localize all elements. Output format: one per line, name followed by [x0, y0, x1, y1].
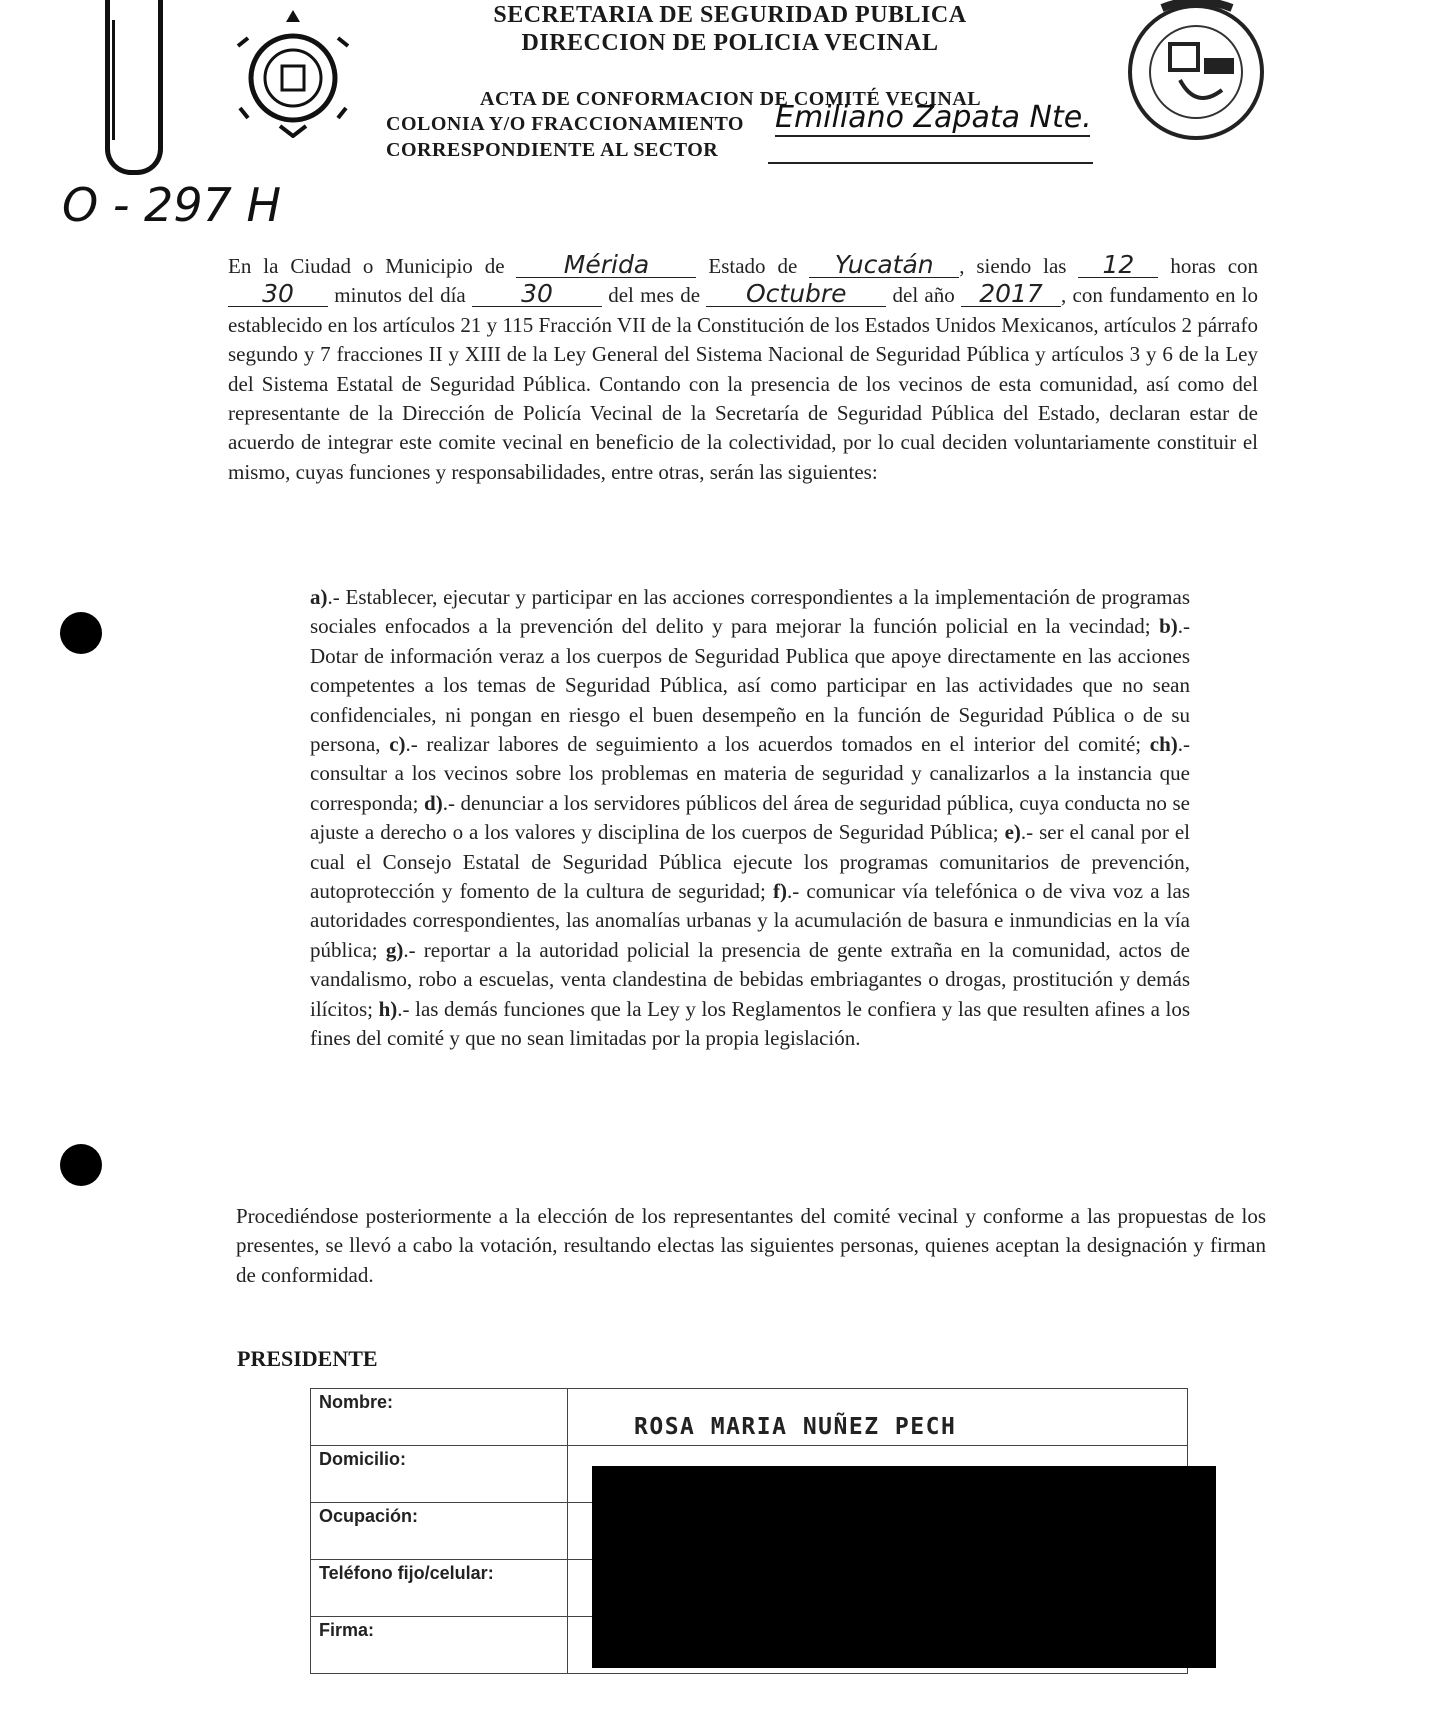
closing-paragraph: Procediéndose posteriormente a la elección de los representantes del comité vecinal y conforme a las propuestas de los presentes, se llevó a cabo la votación, resultando electas las siguientes personas, quienes aceptan la designación y firman de conformidad.: [236, 1204, 1266, 1287]
intro-text-3: , siendo las: [959, 254, 1067, 278]
function-text-g: .- reportar a la autoridad policial la presencia de gente extraña en la comunidad, actos de vandalismo, robo a escuelas, venta clandestina de bebidas embriagantes o drogas, prostitución y demás ilícitos;: [310, 937, 1190, 1021]
function-text-f: .- comunicar vía telefónica o de viva voz a las autoridades correspondientes, las anomalías urbanas y la acumulación de basura e inmundicias en la vía pública;: [310, 879, 1191, 962]
horas-field[interactable]: 12: [1078, 253, 1158, 278]
header-directorate: DIRECCION DE POLICIA VECINAL: [521, 30, 939, 56]
intro-text-4: horas con: [1170, 254, 1259, 278]
president-label: PRESIDENTE: [237, 1346, 378, 1371]
intro-text-7: del año: [892, 283, 955, 308]
function-letter-g: g): [385, 937, 404, 962]
mes-field[interactable]: Octubre: [706, 282, 886, 307]
binder-clip-inner: [112, 20, 115, 140]
domicilio-label: Domicilio:: [311, 1446, 568, 1503]
intro-text-2: Estado de: [708, 254, 798, 278]
function-letter-a: a): [310, 585, 328, 609]
colonia-label: COLONIA Y/O FRACCIONAMIENTO: [386, 113, 744, 135]
function-letter-b: b): [1159, 614, 1178, 639]
redaction-block: [592, 1466, 1216, 1668]
estado-field[interactable]: Yucatán: [809, 253, 959, 278]
colonia-field[interactable]: Emiliano Zapata Nte.: [775, 100, 1092, 135]
table-row: [311, 1389, 1188, 1446]
sector-field[interactable]: [768, 138, 1093, 164]
function-text-c: .- realizar labores de seguimiento a los acuerdos tomados en el interior del comité;: [405, 732, 1150, 757]
function-letter-d: d): [424, 790, 443, 815]
coat-of-arms-logo: [228, 8, 358, 138]
function-text-b: .- Dotar de información veraz a los cuerpos de Seguridad Publica que apoye directamente en las acciones competentes a los temas de Seguridad Pública, así como participar en las actividades que no sean confidenciales, ni pongan en riesgo el buen desempeño en la función de Seguridad Pública o de su persona,: [310, 614, 1190, 757]
telefono-label: Teléfono fijo/celular:: [311, 1560, 568, 1617]
function-letter-f: f): [772, 879, 787, 904]
dia-field[interactable]: 30: [472, 282, 602, 307]
intro-text-6: del mes de: [608, 283, 701, 308]
municipio-field[interactable]: Mérida: [516, 253, 696, 278]
ocupacion-label: Ocupación:: [311, 1503, 568, 1560]
function-text-a: .- Establecer, ejecutar y participar en las acciones correspondientes a la implementación de programas sociales enfocados a la prevención del delito y para mejorar la función policial en la vecindad;: [310, 585, 1190, 639]
function-letter-ch: ch): [1149, 732, 1178, 757]
minutos-field[interactable]: 30: [228, 282, 328, 307]
firma-label: Firma:: [311, 1617, 568, 1674]
header-ministry: SECRETARIA DE SEGURIDAD PUBLICA: [493, 2, 967, 28]
file-number: O - 297 H: [62, 178, 282, 232]
official-stamp-seal: [1122, 0, 1270, 150]
hole-punch-bottom: [60, 1144, 102, 1186]
intro-text-5: minutos del día: [334, 283, 466, 308]
function-letter-c: c): [389, 732, 406, 757]
sector-label: CORRESPONDIENTE AL SECTOR: [386, 139, 719, 161]
function-text-d: .- denunciar a los servidores públicos del área de seguridad pública, cuya conducta no se ajuste a derecho o a los valores y disciplina de los cuerpos de Seguridad Pública;: [310, 790, 1190, 845]
acta-title: ACTA DE CONFORMACION DE COMITÉ VECINAL: [480, 88, 982, 110]
anio-field[interactable]: 2017: [961, 282, 1061, 307]
function-letter-e: e): [1004, 820, 1021, 845]
function-text-h: .- las demás funciones que la Ley y los Reglamentos le confiera y las que resulten afines a los fines del comité y que no sean limitadas por la propia legislación.: [310, 996, 1191, 1051]
hole-punch-top: [60, 612, 102, 654]
intro-paragraph: [228, 252, 1258, 487]
function-text-ch: .- consultar a los vecinos sobre los problemas en materia de seguridad y canalizarlos a la instancia que corresponda;: [310, 732, 1190, 815]
nombre-text: ROSA MARIA NUÑEZ PECH: [634, 1414, 957, 1440]
nombre-value[interactable]: [568, 1389, 1188, 1446]
function-letter-h: h): [378, 996, 398, 1021]
function-text-e: .- ser el canal por el cual el Consejo Estatal de Seguridad Pública ejecute los programas comunitarios de prevención, autoprotección y fomento de la cultura de seguridad;: [310, 820, 1190, 904]
functions-list: [310, 583, 1190, 1054]
intro-text-8: , con fundamento en lo establecido en los artículos 21 y 115 Fracción VII de la Constitución de los Estados Unidos Mexicanos, artículos 2 párrafo segundo y 7 fracciones II y XIII de la Ley General del Sistema Nacional de Seguridad Pública y artículos 3 y 6 de la Ley del Sistema Estatal de Seguridad Pública. Contando con la presencia de los vecinos de esta comunidad, así como del representante de la Dirección de Policía Vecinal de la Secretaría de Seguridad Pública del Estado, declaran estar de acuerdo de integrar este comite vecinal en beneficio de la colectividad, por lo cual deciden voluntariamente constituir el mismo, cuyas funciones y responsabilidades, entre otras, serán las siguientes:: [228, 283, 1259, 484]
intro-text-1: En la Ciudad o Municipio de: [228, 254, 505, 278]
nombre-label: Nombre:: [311, 1389, 568, 1446]
